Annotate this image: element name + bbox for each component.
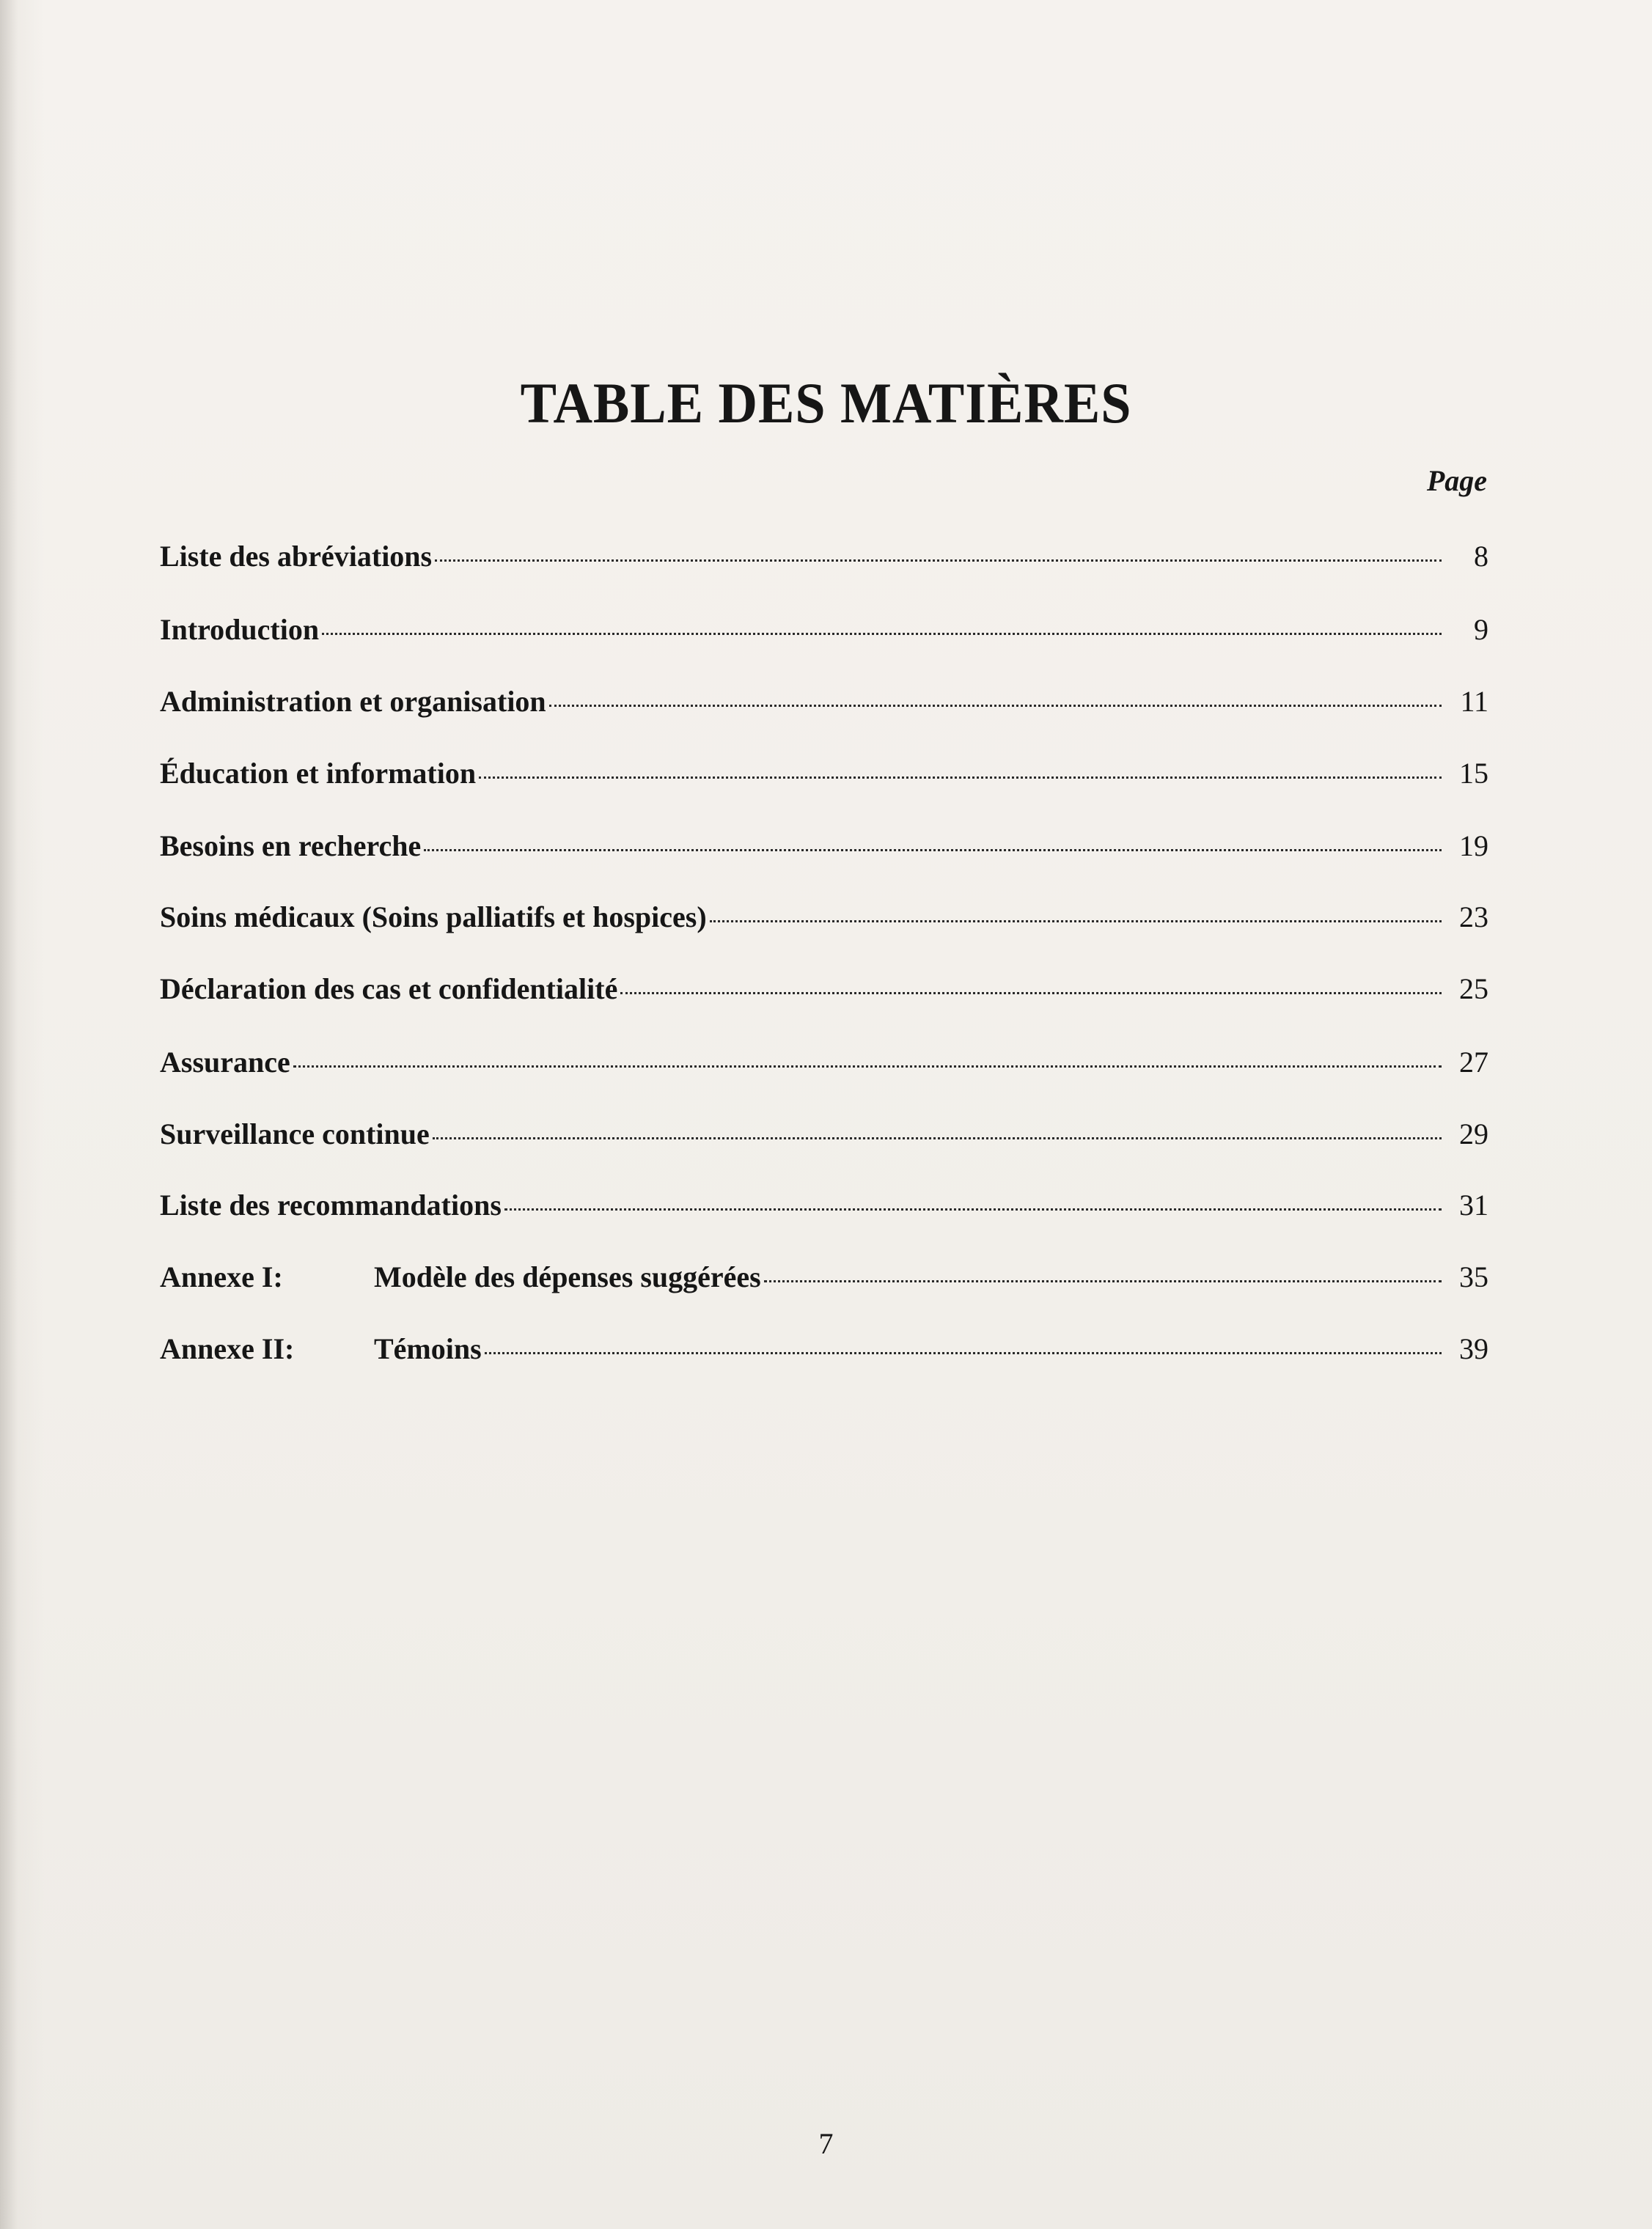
toc-entry-page: 39 [1459,1332,1488,1365]
toc-entry-administration [160,684,1488,719]
toc-entry-label: Introduction [160,613,320,646]
toc-entry-introduction [160,612,1488,647]
toc-leader-dots [620,992,1442,994]
toc-leader-dots [504,1208,1442,1211]
toc-leader-dots [549,705,1442,707]
toc-entry-medical-care [160,900,1488,934]
toc-entry-education [160,756,1488,790]
toc-entry-page: 23 [1459,900,1488,933]
toc-entry-abbreviations [160,539,1488,573]
toc-entry-surveillance [160,1117,1488,1151]
page-column-label: Page [1426,464,1487,497]
toc-entry-insurance [160,1045,1488,1079]
toc-annex-number: Annexe II: [160,1332,295,1365]
toc-leader-dots [710,920,1442,922]
toc-annex-title: Modèle des dépenses suggérées [374,1260,761,1293]
page-fold-shadow [0,0,44,2229]
toc-leader-dots [433,1137,1442,1139]
toc-entry-page: 31 [1459,1189,1488,1222]
toc-entry-declaration [160,972,1488,1006]
toc-entry-page: 11 [1460,685,1488,718]
toc-annex-number: Annexe I: [160,1260,283,1293]
toc-entry-label: Soins médicaux (Soins palliatifs et hospices) [160,900,707,933]
toc-entry-page: 27 [1459,1046,1488,1079]
toc-entry-label: Administration et organisation [160,685,546,718]
toc-entry-page: 19 [1459,829,1488,862]
toc-entry-page: 8 [1474,540,1488,573]
toc-entry-label: Déclaration des cas et confidentialité [160,972,618,1005]
toc-entry-research [160,829,1488,863]
toc-entry-label: Assurance [160,1046,290,1079]
toc-entry-page: 35 [1459,1260,1488,1293]
toc-leader-dots [322,633,1442,635]
toc-leader-dots [479,776,1442,779]
toc-entry-page: 25 [1459,972,1488,1005]
toc-annex-title: Témoins [374,1332,482,1365]
toc-leader-dots [485,1352,1442,1354]
toc-entry-label: Liste des recommandations [160,1189,502,1222]
toc-leader-dots [764,1280,1442,1282]
toc-entry-label: Liste des abréviations [160,540,433,573]
toc-leader-dots [424,849,1442,851]
toc-entry-annex-2 [160,1332,1488,1366]
toc-entry-page: 29 [1459,1117,1488,1150]
page-title: TABLE DES MATIÈRES [520,371,1132,435]
toc-entry-recommendations [160,1188,1488,1222]
toc-entry-page: 9 [1474,613,1488,646]
toc-entry-label: Surveillance continue [160,1117,430,1150]
page-number: 7 [818,2127,834,2160]
toc-entry-label: Besoins en recherche [160,829,422,862]
toc-entry-label [160,1332,482,1366]
toc-leader-dots [435,559,1442,562]
toc-entry-label: Éducation et information [160,757,477,790]
toc-leader-dots [293,1065,1442,1068]
toc-entry-label [160,1260,761,1294]
toc-entry-annex-1 [160,1260,1488,1294]
toc-entry-page: 15 [1459,757,1488,790]
